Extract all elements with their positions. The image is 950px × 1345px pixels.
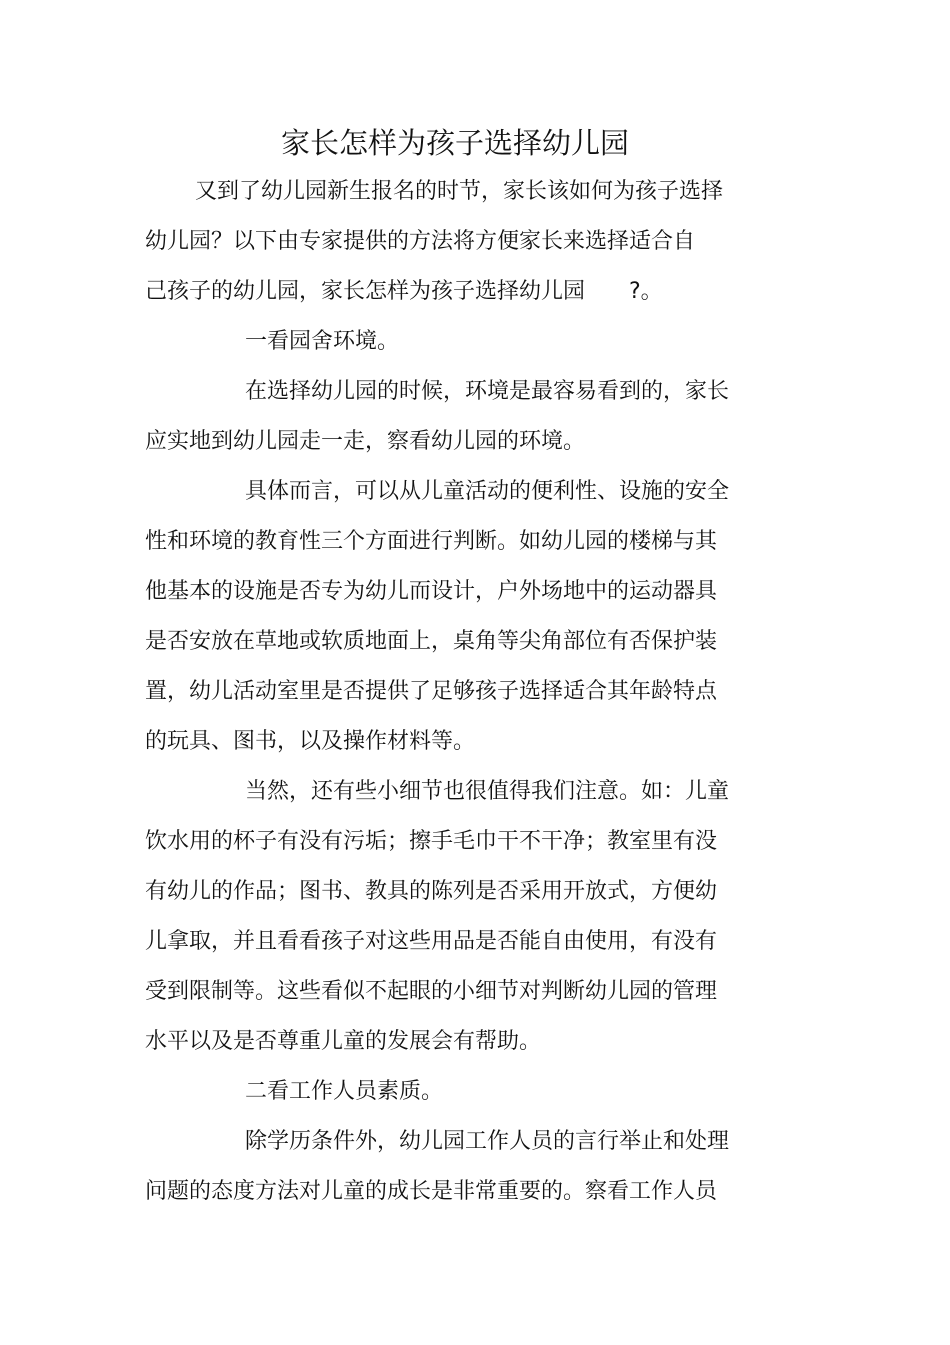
text-line: 水平以及是否尊重儿童的发展会有帮助。	[145, 1029, 542, 1054]
text-line: 问题的态度方法对儿童的成长是非常重要的。察看工作人员	[145, 1179, 718, 1204]
text-line: 当然，还有些小细节也很值得我们注意。如：儿童	[245, 779, 730, 804]
section-heading: 二看工作人员素质。	[245, 1079, 444, 1104]
document-title: 家长怎样为孩子选择幼儿园	[280, 126, 629, 160]
text-line: 幼儿园？以下由专家提供的方法将方便家长来选择适合自	[145, 229, 696, 254]
text-line: 儿拿取，并且看看孩子对这些用品是否能自由使用，有没有	[145, 929, 718, 954]
text-line: 应实地到幼儿园走一走，察看幼儿园的环境。	[145, 429, 586, 454]
text-line: 除学历条件外，幼儿园工作人员的言行举止和处理	[245, 1129, 730, 1154]
text-line: 又到了幼儿园新生报名的时节，家长该如何为孩子选择	[195, 179, 724, 204]
text-line: 有幼儿的作品；图书、教具的陈列是否采用开放式，方便幼	[145, 879, 718, 904]
text-line: 是否安放在草地或软质地面上，桌角等尖角部位有否保护装	[145, 629, 718, 654]
text-line: 具体而言，可以从儿童活动的便利性、设施的安全	[245, 479, 730, 504]
text-line: 的玩具、图书，以及操作材料等。	[145, 729, 476, 754]
text-line: 己孩子的幼儿园，家长怎样为孩子选择幼儿园 ?。	[145, 279, 663, 304]
section-heading: 一看园舍环境。	[245, 329, 400, 354]
text-line: 在选择幼儿园的时候，环境是最容易看到的，家长	[245, 379, 730, 404]
text-line: 性和环境的教育性三个方面进行判断。如幼儿园的楼梯与其	[145, 529, 718, 554]
text-line: 置，幼儿活动室里是否提供了足够孩子选择适合其年龄特点	[145, 679, 718, 704]
text-line: 饮水用的杯子有没有污垢；擦手毛巾干不干净；教室里有没	[145, 829, 718, 854]
text-line: 他基本的设施是否专为幼儿而设计，户外场地中的运动器具	[145, 579, 718, 604]
text-line: 受到限制等。这些看似不起眼的小细节对判断幼儿园的管理	[145, 979, 718, 1004]
